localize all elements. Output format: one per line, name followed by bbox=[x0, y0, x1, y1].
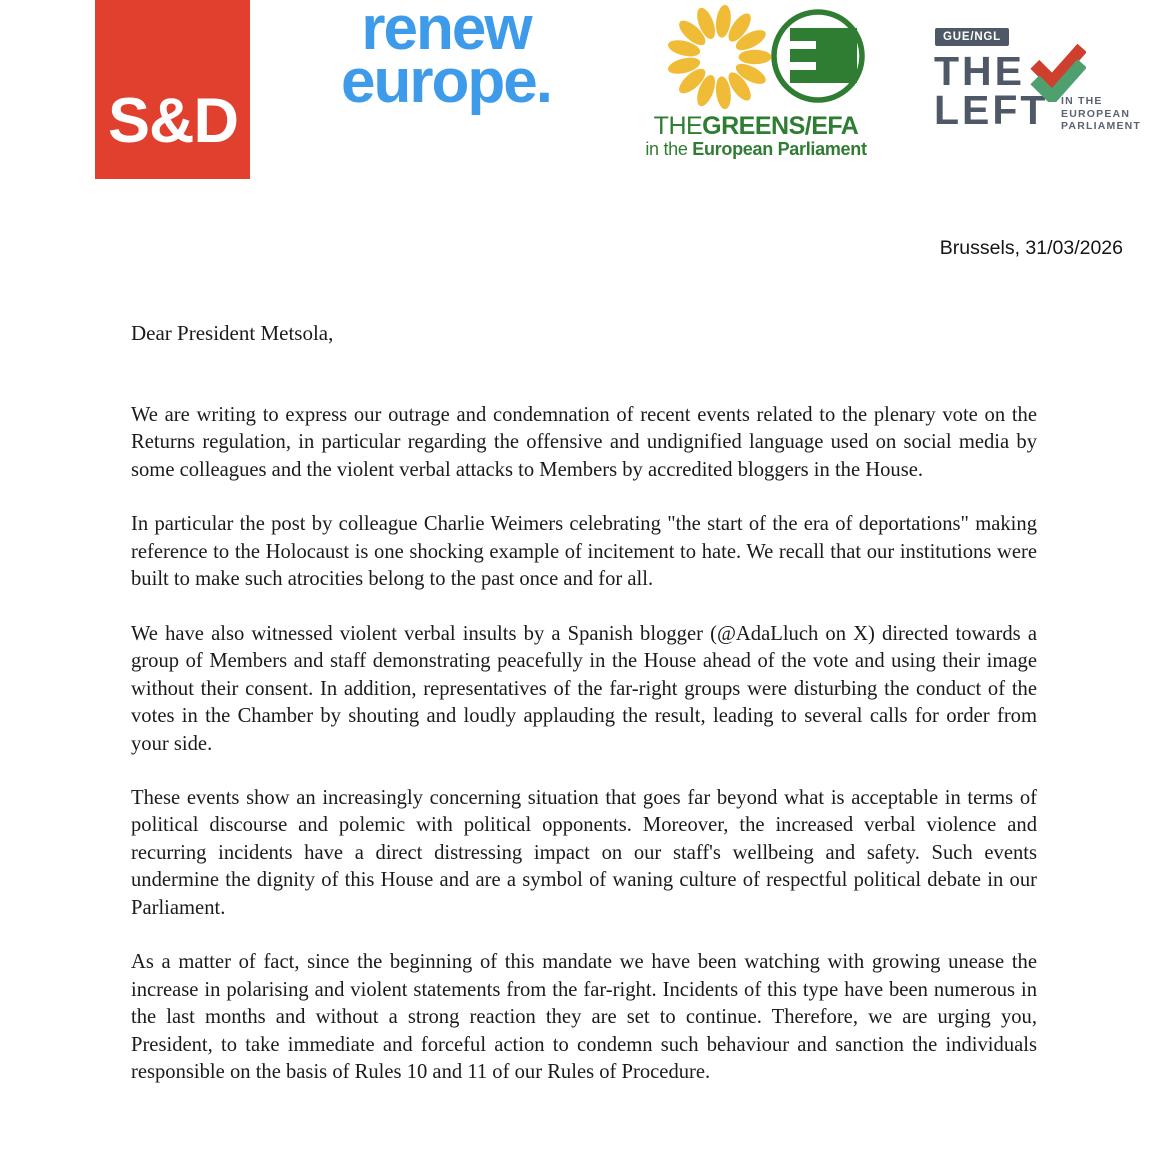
renew-logo-line1: renew bbox=[361, 0, 531, 63]
left-logo-the: THE bbox=[934, 48, 1025, 94]
letter-paragraph: In particular the post by colleague Charlie Weimers celebrating "the start of the era of deportations" making reference to the Holocaust is one shocking example of incitement to hate. We recall that our institutions were built to make such atrocities belong to the past once and for all. bbox=[131, 513, 1037, 591]
left-logo-left: LEFT bbox=[934, 87, 1049, 133]
greens-logo-subtitle bbox=[643, 139, 869, 160]
sd-logo-text: S&D bbox=[108, 86, 239, 156]
greens-title-greens-efa: GREENS/EFA bbox=[702, 112, 859, 140]
letter-paragraph: We have also witnessed violent verbal insults by a Spanish blogger (@AdaLluch on X) directed towards a group of Members and staff demonstrating peacefully in the House ahead of the vote and using their image without their consent. In addition, representatives of the far-right groups were disturbing the conduct of the votes in the Chamber by shouting and loudly applauding the result, leading to several calls for order from your side. bbox=[131, 622, 1037, 755]
left-logo-tagline bbox=[1061, 95, 1141, 133]
renew-europe-logo bbox=[308, 0, 584, 116]
letter-paragraph: As a matter of fact, since the beginning of this mandate we have been watching with growing unease the increase in polarising and violent statements from the far-right. Incidents of this type have been numerous in the last months and without a strong reaction they are set to continue. Therefore, we are urging you, President, to take immediate and forceful action to condemn such behaviour and sanction the individuals responsible on the basis of Rules 10 and 11 of our Rules of Procedure. bbox=[131, 951, 1037, 1084]
left-tagline-line3: PARLIAMENT bbox=[1061, 120, 1142, 132]
left-tagline-line1: IN THE bbox=[1061, 95, 1103, 107]
greens-efa-logo bbox=[640, 0, 872, 164]
checkmark-icon bbox=[1030, 44, 1086, 102]
greens-logo-title bbox=[643, 112, 869, 141]
letter-body bbox=[131, 402, 1037, 1114]
left-tagline-line2: EUROPEAN bbox=[1061, 107, 1131, 120]
sd-group-logo bbox=[95, 0, 250, 179]
greens-subtitle-inthe: in the bbox=[645, 139, 693, 159]
sunflower-plug-icon bbox=[640, 0, 872, 118]
gue-ngl-badge: GUE/NGL bbox=[935, 28, 1009, 46]
salutation: Dear President Metsola, bbox=[131, 321, 334, 345]
letter-paragraph: We are writing to express our outrage and condemnation of recent events related to the plenary vote on the Returns regulation, in particular regarding the offensive and undignified language used on social media by some colleagues and the violent verbal attacks to Members by accredited bloggers in the House. bbox=[131, 404, 1037, 481]
greens-subtitle-parliament: European Parliament bbox=[692, 139, 867, 159]
left-group-logo bbox=[931, 26, 1149, 138]
renew-logo-line2: europe. bbox=[341, 47, 551, 116]
dateline: Brussels, 31/03/2026 bbox=[939, 237, 1123, 259]
greens-title-the: THE bbox=[653, 112, 703, 140]
letter-paragraph: These events show an increasingly concerning situation that goes far beyond what is acceptable in terms of political discourse and polemic with political opponents. Moreover, the increased verbal violence and recurring incidents have a direct distressing impact on our staff's wellbeing and safety. Such events undermine the dignity of this House and are a symbol of waning culture of respectful political debate in our Parliament. bbox=[131, 786, 1037, 919]
